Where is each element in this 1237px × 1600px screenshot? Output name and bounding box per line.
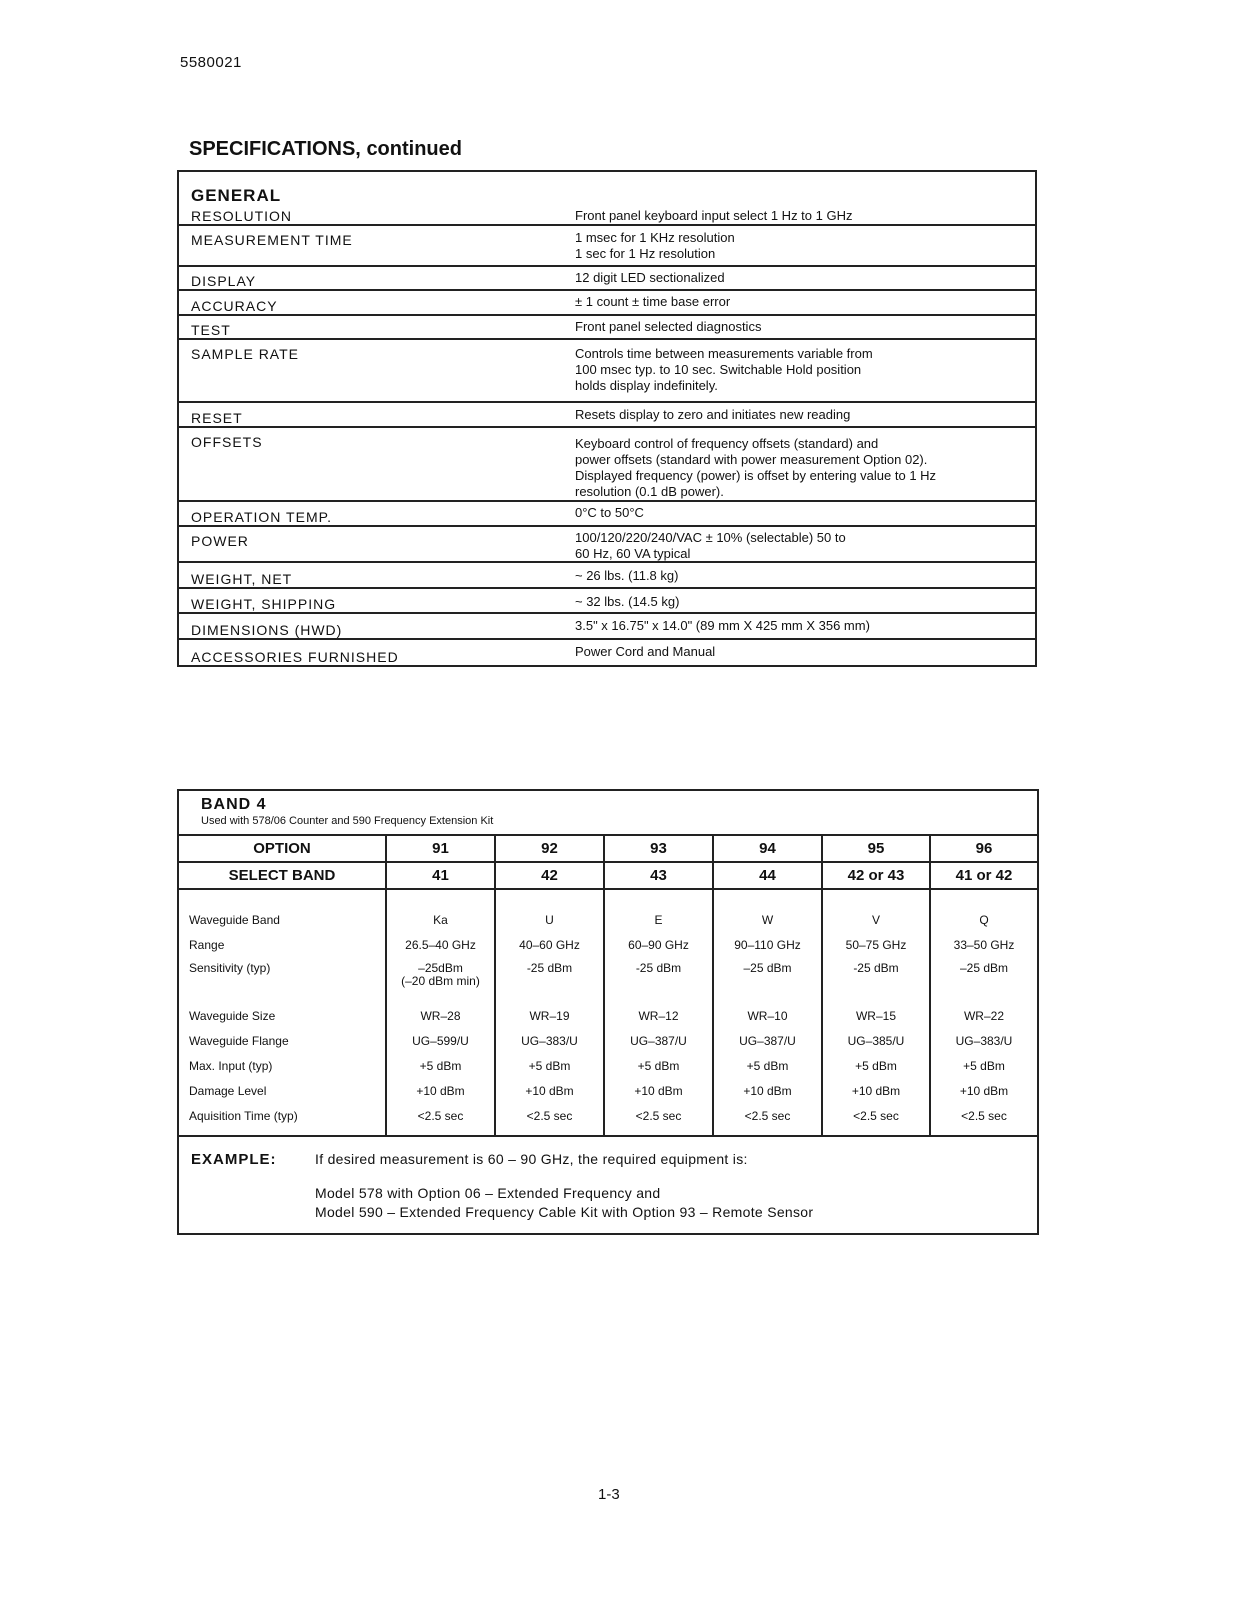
spec-value: 3.5" x 16.75" x 14.0" (89 mm X 425 mm X 356 mm) bbox=[575, 618, 870, 633]
max-input-value: +5 dBm bbox=[746, 1059, 789, 1073]
select-band-91: 41 bbox=[387, 863, 496, 888]
waveguide-size-value: WR–10 bbox=[747, 1009, 788, 1023]
spec-value: ~ 26 lbs. (11.8 kg) bbox=[575, 568, 679, 583]
spec-label: RESET bbox=[191, 410, 243, 426]
waveguide-band-value: U bbox=[545, 913, 554, 927]
max-input-value: +5 dBm bbox=[528, 1059, 571, 1073]
acquisition-time-value: <2.5 sec bbox=[635, 1109, 682, 1123]
example-label: EXAMPLE: bbox=[191, 1151, 277, 1168]
spec-label: TEST bbox=[191, 322, 231, 338]
spec-value: ± 1 count ± time base error bbox=[575, 294, 731, 309]
spec-value: Resets display to zero and initiates new reading bbox=[575, 407, 851, 422]
option-95-column bbox=[823, 890, 931, 1135]
waveguide-flange-value: UG–385/U bbox=[847, 1034, 905, 1048]
row-label: Max. Input (typ) bbox=[189, 1059, 273, 1073]
waveguide-flange-value: UG–383/U bbox=[955, 1034, 1013, 1048]
row-label: Damage Level bbox=[189, 1084, 267, 1098]
max-input-value: +5 dBm bbox=[963, 1059, 1005, 1073]
spec-row-reset bbox=[179, 403, 1035, 428]
damage-level-value: +10 dBm bbox=[634, 1084, 683, 1098]
band4-title: BAND 4 bbox=[201, 796, 267, 813]
max-input-value: +5 dBm bbox=[419, 1059, 462, 1073]
row-label-column bbox=[179, 890, 387, 1135]
option-label: OPTION bbox=[179, 836, 387, 861]
spec-label: RESOLUTION bbox=[191, 208, 293, 224]
damage-level-value: +10 dBm bbox=[851, 1084, 901, 1098]
waveguide-size-value: WR–19 bbox=[529, 1009, 570, 1023]
option-91: 91 bbox=[387, 836, 496, 861]
spec-label: OPERATION TEMP. bbox=[191, 509, 333, 525]
option-96: 96 bbox=[975, 840, 993, 857]
spec-label: WEIGHT, SHIPPING bbox=[191, 596, 337, 612]
row-label: Sensitivity (typ) bbox=[189, 961, 271, 975]
acquisition-time-value: <2.5 sec bbox=[744, 1109, 791, 1123]
row-label: Range bbox=[189, 938, 225, 952]
spec-label: POWER bbox=[191, 533, 249, 549]
select-band-92: 42 bbox=[496, 863, 605, 888]
range-value: 90–110 GHz bbox=[734, 938, 801, 952]
select-band-94: 44 bbox=[714, 863, 823, 888]
select-band-96: 41 or 42 bbox=[955, 867, 1013, 884]
spec-value: 0°C to 50°C bbox=[575, 505, 644, 520]
spec-value: Controls time between measurements variable from 100 msec typ. to 10 sec. Switchable Hold position holds display indefinitely. bbox=[575, 346, 873, 393]
spec-label: ACCURACY bbox=[191, 298, 278, 314]
sensitivity-value: -25 dBm bbox=[526, 961, 573, 975]
sensitivity-value: –25 dBm bbox=[959, 961, 1009, 975]
document-number: 5580021 bbox=[180, 54, 242, 71]
spec-row-sample-rate bbox=[179, 340, 1035, 403]
option-92: 92 bbox=[496, 836, 605, 861]
spec-row-accessories bbox=[179, 640, 1035, 665]
select-band-row bbox=[179, 863, 1037, 890]
section-title bbox=[189, 138, 462, 161]
example-detail bbox=[315, 1184, 1037, 1222]
sensitivity-value: -25 dBm bbox=[635, 961, 682, 975]
option-96-column bbox=[931, 890, 1037, 1135]
acquisition-time-value: <2.5 sec bbox=[961, 1109, 1007, 1123]
option-93-column bbox=[605, 890, 714, 1135]
spec-value: Front panel selected diagnostics bbox=[575, 319, 762, 334]
max-input-value: +5 dBm bbox=[637, 1059, 680, 1073]
sensitivity-value bbox=[387, 958, 494, 1004]
sensitivity-value: -25 dBm bbox=[853, 961, 899, 975]
waveguide-band-value: W bbox=[761, 913, 774, 927]
spec-value: Front panel keyboard input select 1 Hz to 1 GHz bbox=[575, 208, 853, 223]
spec-value: 12 digit LED sectionalized bbox=[575, 270, 725, 285]
range-value: 60–90 GHz bbox=[628, 938, 689, 952]
damage-level-value: +10 dBm bbox=[959, 1084, 1009, 1098]
spec-row-offsets bbox=[179, 428, 1035, 502]
acquisition-time-value: <2.5 sec bbox=[853, 1109, 899, 1123]
spec-value: 100/120/220/240/VAC ± 10% (selectable) 50 to 60 Hz, 60 VA typical bbox=[575, 530, 846, 561]
range-value: 40–60 GHz bbox=[519, 938, 580, 952]
general-heading: GENERAL bbox=[191, 186, 282, 205]
spec-label: MEASUREMENT TIME bbox=[191, 232, 353, 248]
option-92-column bbox=[496, 890, 605, 1135]
example-line-2: Model 590 – Extended Frequency Cable Kit with Option 93 – Remote Sensor bbox=[315, 1204, 814, 1220]
spec-row-test bbox=[179, 316, 1035, 340]
waveguide-size-value: WR–12 bbox=[638, 1009, 679, 1023]
select-band-label: SELECT BAND bbox=[179, 863, 387, 888]
acquisition-time-value: <2.5 sec bbox=[526, 1109, 573, 1123]
waveguide-band-value: Ka bbox=[433, 913, 448, 927]
spec-label: WEIGHT, NET bbox=[191, 571, 293, 587]
select-band-93: 43 bbox=[605, 863, 714, 888]
spec-label: DISPLAY bbox=[191, 273, 257, 289]
spec-label: DIMENSIONS (HWD) bbox=[191, 622, 343, 638]
spec-row-display bbox=[179, 267, 1035, 291]
spec-value: Keyboard control of frequency offsets (standard) and power offsets (standard with power measurement Option 02). Displayed frequency (power) is offset by entering value to 1 Hz resolution (0.1 dB power). bbox=[575, 436, 937, 499]
spec-row-resolution bbox=[179, 206, 1035, 226]
section-title-main: SPECIFICATIONS, bbox=[189, 138, 361, 160]
spec-row-weight-net bbox=[179, 563, 1035, 589]
waveguide-size-value: WR–22 bbox=[963, 1009, 1004, 1023]
sensitivity-value: –25 dBm bbox=[743, 961, 792, 975]
spec-value: Power Cord and Manual bbox=[575, 644, 716, 659]
range-value: 26.5–40 GHz bbox=[405, 938, 476, 952]
acquisition-time-value: <2.5 sec bbox=[417, 1109, 464, 1123]
band4-table bbox=[177, 789, 1039, 1235]
waveguide-flange-value: UG–387/U bbox=[630, 1034, 687, 1048]
spec-value: 1 msec for 1 KHz resolution 1 sec for 1 Hz resolution bbox=[575, 230, 735, 261]
general-spec-table bbox=[177, 170, 1037, 667]
waveguide-band-value: Q bbox=[979, 913, 989, 927]
range-value: 50–75 GHz bbox=[845, 938, 907, 952]
damage-level-value: +10 dBm bbox=[416, 1084, 465, 1098]
option-95: 95 bbox=[823, 836, 931, 861]
spec-label: OFFSETS bbox=[191, 434, 263, 450]
select-band-95: 42 or 43 bbox=[823, 863, 931, 888]
row-label: Waveguide Band bbox=[189, 913, 280, 927]
band4-header bbox=[179, 791, 1037, 836]
example-line-1: Model 578 with Option 06 – Extended Frequency and bbox=[315, 1185, 661, 1201]
row-label: Waveguide Size bbox=[189, 1009, 276, 1023]
waveguide-size-value: WR–15 bbox=[855, 1009, 896, 1023]
option-94: 94 bbox=[714, 836, 823, 861]
spec-row-weight-shipping bbox=[179, 589, 1035, 614]
spec-row-operation-temp bbox=[179, 502, 1035, 527]
option-93: 93 bbox=[605, 836, 714, 861]
waveguide-flange-value: UG–599/U bbox=[412, 1034, 469, 1048]
range-value: 33–50 GHz bbox=[953, 938, 1015, 952]
waveguide-flange-value: UG–383/U bbox=[521, 1034, 578, 1048]
example-section bbox=[179, 1137, 1037, 1233]
sensitivity-note: (–20 dBm min) bbox=[401, 974, 480, 988]
option-row bbox=[179, 836, 1037, 863]
section-title-suffix: continued bbox=[366, 138, 462, 160]
spec-label: SAMPLE RATE bbox=[191, 346, 299, 362]
row-label: Aquisition Time (typ) bbox=[189, 1109, 298, 1123]
damage-level-value: +10 dBm bbox=[743, 1084, 792, 1098]
spec-row-power bbox=[179, 527, 1035, 563]
waveguide-flange-value: UG–387/U bbox=[739, 1034, 796, 1048]
max-input-value: +5 dBm bbox=[855, 1059, 897, 1073]
spec-row-dimensions bbox=[179, 614, 1035, 640]
row-label: Waveguide Flange bbox=[189, 1034, 289, 1048]
sensitivity-main: –25dBm bbox=[418, 961, 463, 975]
band4-subtitle: Used with 578/06 Counter and 590 Frequency Extension Kit bbox=[201, 815, 494, 827]
option-94-column bbox=[714, 890, 823, 1135]
spec-row-measurement-time bbox=[179, 226, 1035, 267]
damage-level-value: +10 dBm bbox=[525, 1084, 574, 1098]
spec-label: ACCESSORIES FURNISHED bbox=[191, 649, 399, 665]
spec-row-accuracy bbox=[179, 291, 1035, 316]
waveguide-band-value: E bbox=[654, 913, 663, 927]
option-91-column bbox=[387, 890, 496, 1135]
example-text: If desired measurement is 60 – 90 GHz, the required equipment is: bbox=[315, 1151, 748, 1167]
page-number: 1-3 bbox=[598, 1486, 620, 1503]
spec-value: ~ 32 lbs. (14.5 kg) bbox=[575, 594, 680, 609]
waveguide-size-value: WR–28 bbox=[420, 1009, 461, 1023]
band4-spec-body bbox=[179, 890, 1037, 1137]
waveguide-band-value: V bbox=[871, 913, 880, 927]
